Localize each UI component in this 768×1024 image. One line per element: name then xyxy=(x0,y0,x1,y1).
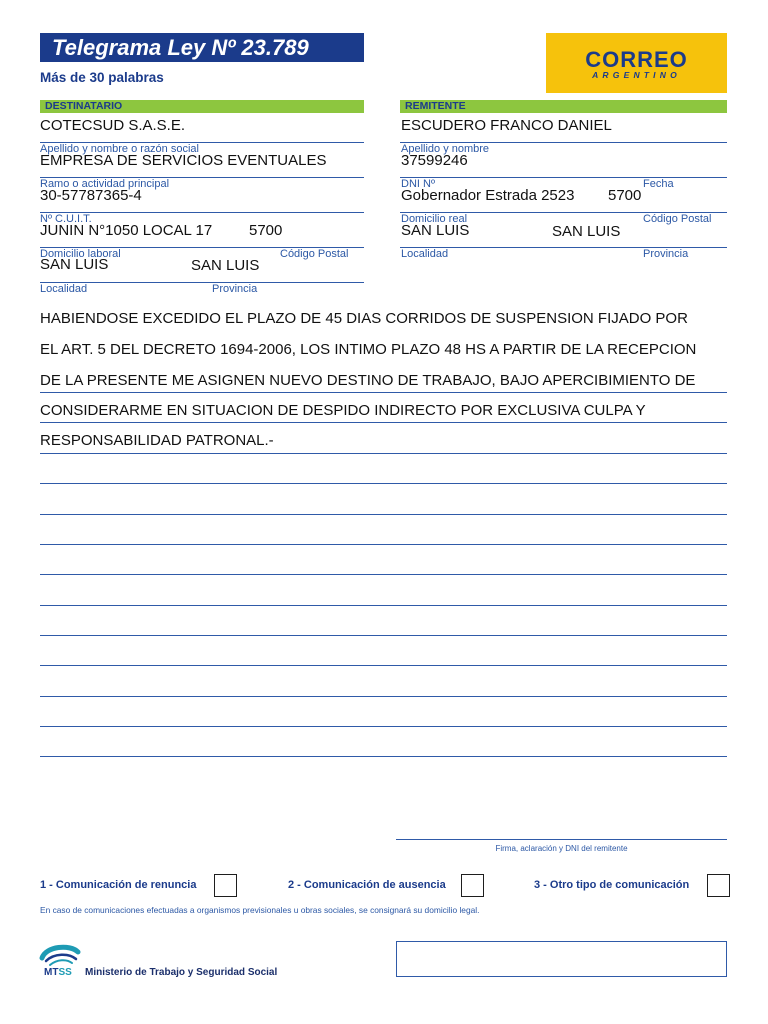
message-rule xyxy=(40,756,727,757)
remitente-provincia-label: Provincia xyxy=(643,248,689,260)
option-otro-checkbox[interactable] xyxy=(707,874,730,897)
mtss-acronym-part-a: MT xyxy=(44,967,59,978)
destinatario-cuit-label: Nº C.U.I.T. xyxy=(40,213,92,225)
office-use-box[interactable] xyxy=(396,941,727,977)
title-banner xyxy=(40,33,364,62)
destinatario-provincia-label: Provincia xyxy=(212,283,258,295)
remitente-domicilio-label: Domicilio real xyxy=(401,213,468,225)
message-rule xyxy=(40,453,727,454)
option-ausencia-checkbox[interactable] xyxy=(461,874,484,897)
remitente-codigo-postal-label: Código Postal xyxy=(643,213,712,225)
remitente-localidad-field[interactable]: SAN LUIS xyxy=(401,222,470,239)
message-rule xyxy=(40,514,727,515)
signature-line[interactable] xyxy=(396,839,727,840)
signature-label: Firma, aclaración y DNI del remitente xyxy=(495,844,628,853)
destinatario-domicilio-label: Domicilio laboral xyxy=(40,248,121,260)
mtss-acronym xyxy=(44,967,72,979)
destinatario-heading: DESTINATARIO xyxy=(40,100,364,113)
destinatario-domicilio-field[interactable]: JUNIN N°1050 LOCAL 17 xyxy=(40,222,213,239)
destinatario-codigo-postal-field[interactable]: 5700 xyxy=(249,222,283,239)
form-subtitle: Más de 30 palabras xyxy=(40,70,164,85)
remitente-provincia-field[interactable]: SAN LUIS xyxy=(552,223,621,240)
destinatario-localidad-label: Localidad xyxy=(40,283,88,295)
correo-argentino-logo xyxy=(546,33,727,93)
destinatario-localidad-field[interactable]: SAN LUIS xyxy=(40,256,109,273)
field-rule xyxy=(400,177,727,178)
message-rule xyxy=(40,392,727,393)
logo-country-text: ARGENTINO xyxy=(592,70,681,80)
mtss-logo-icon xyxy=(38,943,82,967)
destinatario-razon-social-field[interactable]: COTECSUD S.A.S.E. xyxy=(40,117,186,134)
message-line[interactable]: EL ART. 5 DEL DECRETO 1694-2006, LOS INTIMO PLAZO 48 HS A PARTIR DE LA RECEPCION xyxy=(40,341,697,358)
remitente-domicilio-field[interactable]: Gobernador Estrada 2523 xyxy=(401,187,575,204)
message-line[interactable]: HABIENDOSE EXCEDIDO EL PLAZO DE 45 DIAS CORRIDOS DE SUSPENSION FIJADO POR xyxy=(40,310,688,327)
message-line[interactable]: CONSIDERARME EN SITUACION DE DESPIDO INDIRECTO POR EXCLUSIVA CULPA Y xyxy=(40,402,646,419)
message-rule xyxy=(40,574,727,575)
remitente-heading: REMITENTE xyxy=(400,100,727,113)
destinatario-razon-social-label: Apellido y nombre o razón social xyxy=(40,143,199,155)
ministry-name: Ministerio de Trabajo y Seguridad Social xyxy=(85,967,278,978)
remitente-dni-label: DNI Nº xyxy=(401,178,435,190)
destinatario-actividad-label: Ramo o actividad principal xyxy=(40,178,170,190)
message-line[interactable]: RESPONSABILIDAD PATRONAL.- xyxy=(40,432,274,449)
remitente-dni-field[interactable]: 37599246 xyxy=(401,152,468,169)
message-rule xyxy=(40,483,727,484)
remitente-fecha-label: Fecha xyxy=(643,178,674,190)
remitente-nombre-label: Apellido y nombre xyxy=(401,143,490,155)
message-rule xyxy=(40,665,727,666)
message-rule xyxy=(40,726,727,727)
option-renuncia-label: 1 - Comunicación de renuncia xyxy=(40,879,197,891)
remitente-localidad-label: Localidad xyxy=(401,248,449,260)
message-rule xyxy=(40,544,727,545)
message-rule xyxy=(40,605,727,606)
destinatario-cuit-field[interactable]: 30-57787365-4 xyxy=(40,187,142,204)
destinatario-provincia-field[interactable]: SAN LUIS xyxy=(191,257,260,274)
message-rule xyxy=(40,635,727,636)
mtss-acronym-part-b: SS xyxy=(58,967,72,978)
destinatario-codigo-postal-label: Código Postal xyxy=(280,248,349,260)
destinatario-actividad-field[interactable]: EMPRESA DE SERVICIOS EVENTUALES xyxy=(40,152,327,169)
option-ausencia-label: 2 - Comunicación de ausencia xyxy=(288,879,446,891)
message-line[interactable]: DE LA PRESENTE ME ASIGNEN NUEVO DESTINO DE TRABAJO, BAJO APERCIBIMIENTO DE xyxy=(40,372,696,389)
field-rule xyxy=(40,282,364,283)
remitente-codigo-postal-field[interactable]: 5700 xyxy=(608,187,642,204)
message-rule xyxy=(40,422,727,423)
option-renuncia-checkbox[interactable] xyxy=(214,874,237,897)
form-title: Telegrama Ley Nº 23.789 xyxy=(52,35,309,60)
option-otro-label: 3 - Otro tipo de comunicación xyxy=(534,879,690,891)
footnote: En caso de comunicaciones efectuadas a organismos previsionales u obras sociales, se consignará su domicilio legal. xyxy=(40,905,480,915)
remitente-nombre-field[interactable]: ESCUDERO FRANCO DANIEL xyxy=(401,117,612,134)
logo-brand-text: CORREO xyxy=(585,47,688,72)
message-rule xyxy=(40,696,727,697)
